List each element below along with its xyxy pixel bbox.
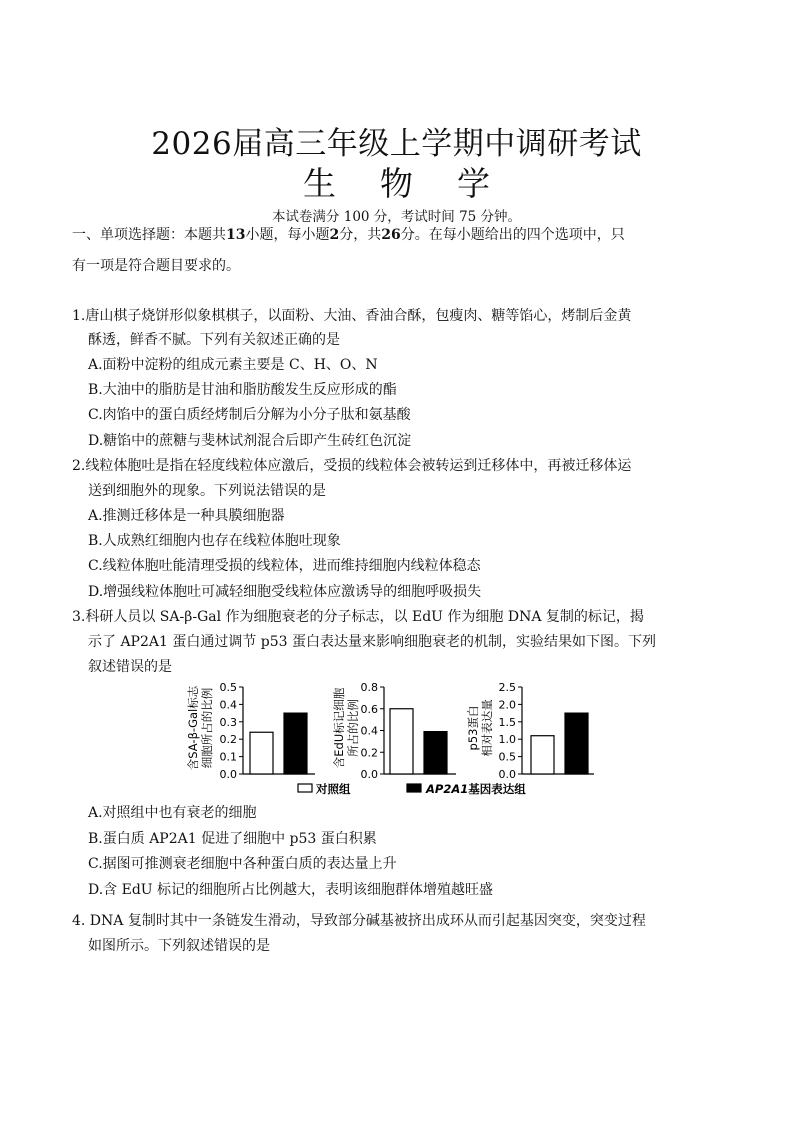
instruction-text: 一、单项选择题：本题共	[72, 227, 226, 243]
points-each: 2	[329, 227, 340, 243]
instruction-text: 分，共	[339, 227, 382, 243]
chart2-tick-label: 0.4	[360, 724, 378, 738]
section-instruction-line1	[72, 224, 625, 244]
q3-stem-line2: 示了 AP2A1 蛋白通过调节 p53 蛋白表达量来影响细胞衰老的机制，实验结果如下图。下列	[88, 634, 657, 650]
chart1-tick-label: 0.0	[219, 768, 237, 781]
q1-option-c: C.肉馅中的蛋白质经烤制后分解为小分子肽和氨基酸	[88, 407, 411, 423]
chart1-bar-control	[250, 732, 273, 774]
chart1-bar-expression	[284, 713, 307, 774]
legend-label-control: 对照组	[316, 782, 351, 796]
q1-stem-line1: 1.唐山棋子烧饼形似象棋棋子，以面粉、大油、香油合酥，包瘦肉、糖等馅心，烤制后金黄	[72, 308, 632, 324]
chart3-bar-expression	[565, 713, 588, 774]
q2-option-b: B.人成熟红细胞内也存在线粒体胞吐现象	[88, 533, 341, 549]
chart1-tick-label: 0.2	[219, 733, 237, 747]
chart2-tick-label: 0.0	[360, 768, 378, 781]
q2-option-d: D.增强线粒体胞吐可减轻细胞受线粒体应激诱导的细胞呼吸损失	[88, 584, 482, 600]
q2-option-a: A.推测迁移体是一种具膜细胞器	[88, 508, 285, 524]
legend-gene-name: AP2A1	[426, 782, 469, 796]
q4-stem-line1: 4. DNA 复制时其中一条链发生滑动，导致部分碱基被挤出成环从而引起基因突变，突变过程	[72, 913, 646, 929]
chart-sa-beta-gal	[186, 681, 315, 781]
chart3-tick-label: 2.0	[498, 698, 516, 712]
chart3-tick-label: 0.0	[498, 768, 516, 781]
chart-edu	[332, 681, 456, 781]
chart2-tick-label: 0.6	[360, 702, 378, 716]
q3-stem-line1: 3.科研人员以 SA-β-Gal 作为细胞衰老的分子标志，以 EdU 作为细胞 DNA 复制的标记，揭	[72, 609, 644, 625]
chart3-ylabel-line1: p53蛋白	[466, 705, 480, 751]
q3-figure	[0, 676, 793, 806]
instruction-text: 分。在每小题给出的四个选项中，只	[400, 227, 625, 243]
q4-stem-line2: 如图所示。下列叙述错误的是	[88, 938, 270, 954]
question-count: 13	[226, 227, 246, 243]
chart1-tick-label: 0.4	[219, 698, 237, 712]
q1-option-b: B.大油中的脂肪是甘油和脂肪酸发生反应形成的酯	[88, 382, 397, 398]
q3-option-c: C.据图可推测衰老细胞中各种蛋白质的表达量上升	[88, 856, 397, 872]
q3-stem-line3: 叙述错误的是	[88, 659, 172, 675]
legend-label-expression	[425, 782, 526, 796]
chart2-tick-label: 0.8	[360, 681, 378, 694]
q2-stem-line1: 2.线粒体胞吐是指在轻度线粒体应激后，受损的线粒体会被转运到迁移体中，再被迁移体运	[72, 458, 632, 474]
chart3-tick-label: 1.5	[498, 715, 516, 729]
legend-swatch-expression	[407, 784, 421, 792]
chart1-tick-label: 0.5	[219, 681, 237, 694]
legend-expression-text: 基因表达组	[468, 782, 526, 796]
legend-swatch-control	[298, 784, 312, 792]
chart3-ylabel-line2: 相对表达量	[480, 699, 494, 757]
chart2-bar-expression	[424, 732, 447, 774]
instruction-text: 小题，每小题	[245, 227, 330, 243]
chart3-bar-control	[531, 736, 554, 774]
chart3-tick-label: 0.5	[498, 750, 516, 764]
chart1-tick-label: 0.3	[219, 715, 237, 729]
chart3-tick-label: 1.0	[498, 733, 516, 747]
legend	[298, 782, 526, 796]
exam-title: 2026届高三年级上学期中调研考试	[151, 126, 642, 162]
section-instruction-line2: 有一项是符合题目要求的。	[72, 258, 240, 274]
chart2-tick-label: 0.2	[360, 746, 378, 760]
exam-info: 本试卷满分 100 分，考试时间 75 分钟。	[271, 209, 522, 225]
chart1-tick-label: 0.1	[219, 750, 237, 764]
chart1-ylabel-line2: 细胞所占的比例	[200, 687, 214, 769]
points-total: 26	[381, 227, 401, 243]
chart2-ylabel-line1: 含EdU标记细胞	[332, 687, 346, 769]
q1-option-a: A.面粉中淀粉的组成元素主要是 C、H、O、N	[88, 357, 378, 373]
chart3-tick-label: 2.5	[498, 681, 516, 694]
chart1-ylabel-line1: 含SA-β-Gal标志	[186, 685, 200, 771]
q2-stem-line2: 送到细胞外的现象。下列说法错误的是	[88, 483, 326, 499]
chart2-ylabel-line2: 所占的比例	[346, 699, 360, 757]
q1-option-d: D.糖馅中的蔗糖与斐林试剂混合后即产生砖红色沉淀	[88, 433, 412, 449]
chart2-bar-control	[390, 709, 413, 774]
q2-option-c: C.线粒体胞吐能清理受损的线粒体，进而维持细胞内线粒体稳态	[88, 558, 481, 574]
q1-stem-line2: 酥透，鲜香不腻。下列有关叙述正确的是	[88, 332, 340, 348]
q3-option-b: B.蛋白质 AP2A1 促进了细胞中 p53 蛋白积累	[88, 831, 377, 847]
chart-p53	[466, 681, 594, 781]
subject-title: 生物学	[303, 164, 534, 203]
q3-option-d: D.含 EdU 标记的细胞所占比例越大，表明该细胞群体增殖越旺盛	[88, 882, 494, 898]
q3-option-a: A.对照组中也有衰老的细胞	[88, 805, 257, 821]
